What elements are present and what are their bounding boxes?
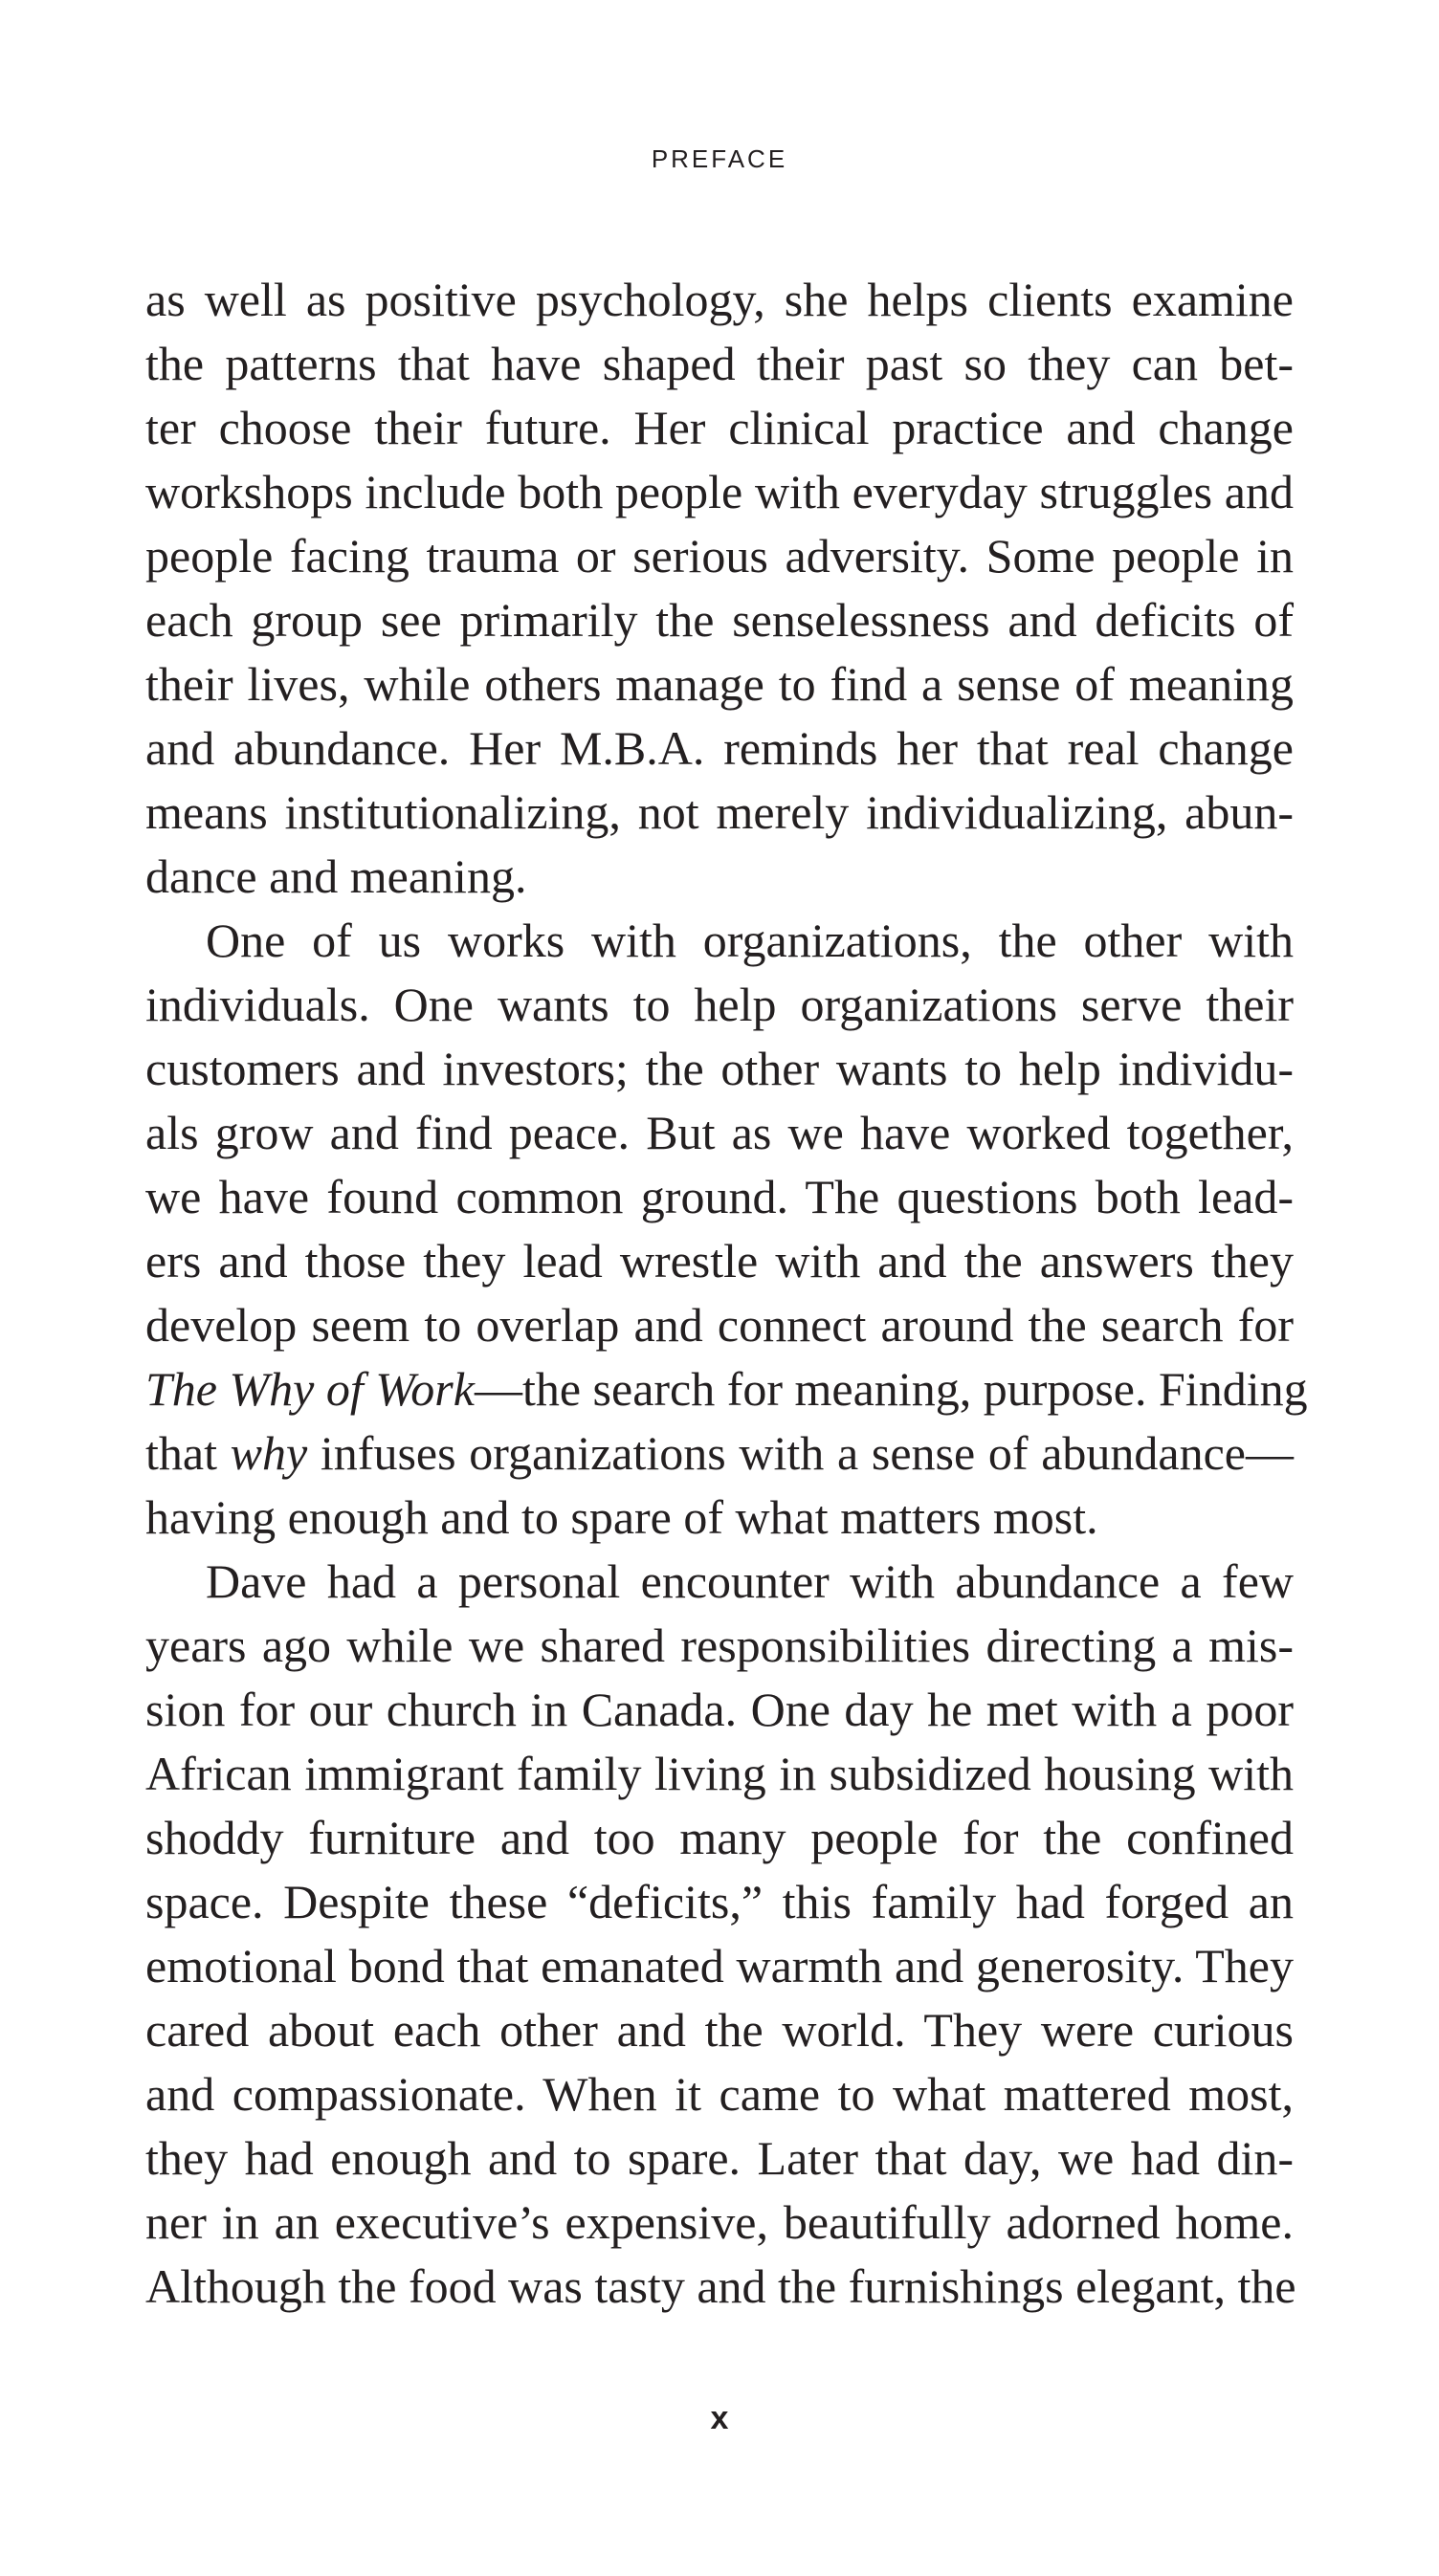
- text-line: having enough and to spare of what matters most.: [145, 1490, 1098, 1544]
- text-line: ers and those they lead wrestle with and the answers they: [145, 1234, 1294, 1288]
- running-head: PREFACE: [651, 144, 788, 173]
- text-line: als grow and find peace. But as we have worked together,: [145, 1106, 1294, 1159]
- text-line: cared about each other and the world. They were curious: [145, 2003, 1294, 2057]
- text-line: dance and meaning.: [145, 849, 527, 903]
- text-line: space. Despite these “deficits,” this family had forged an: [145, 1875, 1294, 1928]
- text-line: customers and investors; the other wants to help individu-: [145, 1042, 1294, 1095]
- text-line: sion for our church in Canada. One day he met with a poor: [145, 1683, 1294, 1736]
- text-line: ter choose their future. Her clinical practice and change: [145, 401, 1294, 454]
- text-line: we have found common ground. The questions both lead-: [145, 1170, 1294, 1223]
- text-line: ner in an executive’s expensive, beautifully adorned home.: [145, 2195, 1294, 2249]
- line-rest: infuses organizations with a sense of abundance—: [307, 1426, 1294, 1480]
- italic-word: why: [230, 1426, 308, 1480]
- line-start: that: [145, 1426, 231, 1480]
- italic-title: The Why of Work: [145, 1362, 475, 1416]
- text-line: years ago while we shared responsibilities directing a mis-: [145, 1618, 1294, 1672]
- text-line: the patterns that have shaped their past so they can bet-: [145, 337, 1294, 390]
- body-text: [145, 268, 1308, 2319]
- text-line: workshops include both people with everyday struggles and: [145, 465, 1294, 518]
- text-line: African immigrant family living in subsidized housing with: [145, 1747, 1294, 1800]
- text-line: Although the food was tasty and the furnishings elegant, the: [145, 2259, 1296, 2313]
- page-number: x: [710, 2400, 729, 2436]
- text-line: shoddy furniture and too many people for the confined: [145, 1811, 1294, 1864]
- text-line: people facing trauma or serious adversity. Some people in: [145, 529, 1294, 583]
- text-line: as well as positive psychology, she helps clients examine: [145, 273, 1294, 326]
- text-line: each group see primarily the senselessness and deficits of: [145, 593, 1294, 647]
- text-line: means institutionalizing, not merely individualizing, abun-: [145, 785, 1294, 839]
- text-line: develop seem to overlap and connect around the search for: [145, 1298, 1294, 1352]
- text-line: their lives, while others manage to find a sense of meaning: [145, 657, 1294, 711]
- text-line: Dave had a personal encounter with abundance a few: [206, 1554, 1294, 1608]
- line-rest: —the search for meaning, purpose. Finding: [474, 1362, 1308, 1416]
- text-line: and abundance. Her M.B.A. reminds her that real change: [145, 721, 1294, 775]
- text-line: [145, 1421, 1294, 1486]
- text-line: they had enough and to spare. Later that day, we had din-: [145, 2131, 1294, 2185]
- text-line: One of us works with organizations, the other with: [206, 914, 1294, 967]
- text-line: individuals. One wants to help organizations serve their: [145, 978, 1294, 1031]
- text-line: [145, 1357, 1308, 1421]
- text-line: emotional bond that emanated warmth and generosity. They: [145, 1939, 1294, 1993]
- text-line: and compassionate. When it came to what mattered most,: [145, 2067, 1294, 2121]
